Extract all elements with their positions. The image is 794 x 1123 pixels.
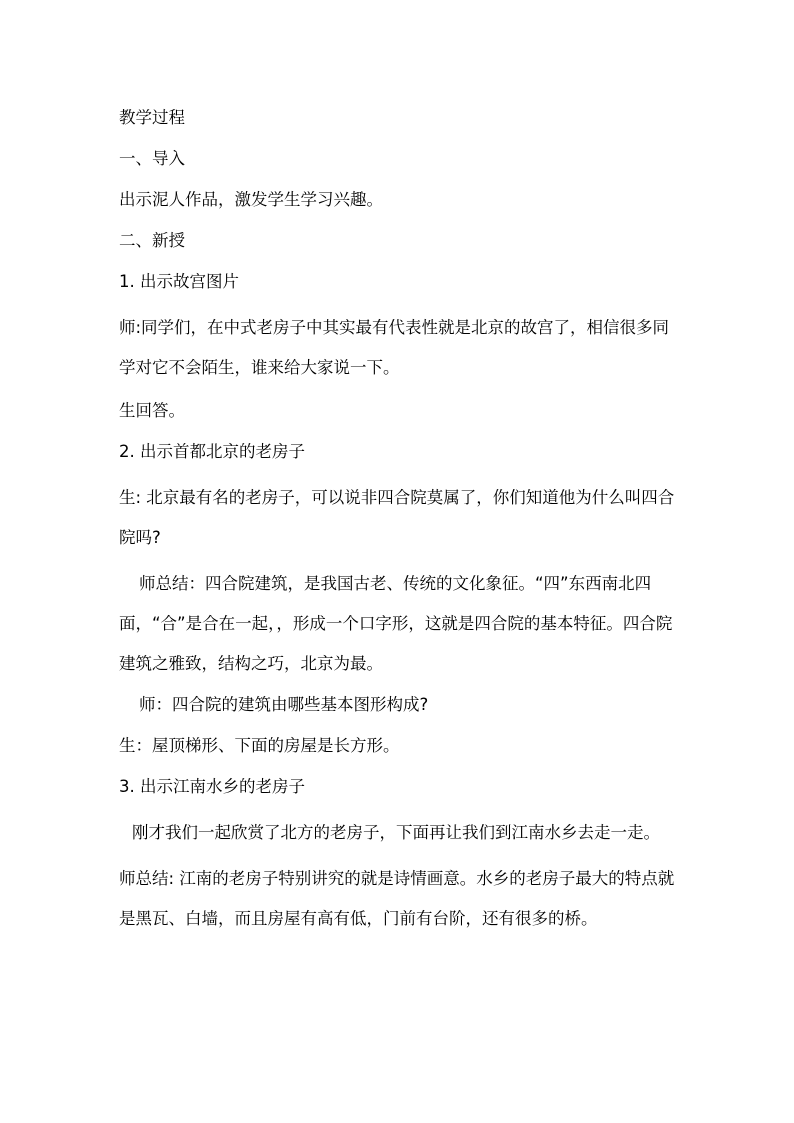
step-1-forbidden-city: 1. 出示故宫图片 bbox=[119, 272, 239, 291]
step-3-jiangnan-houses: 3. 出示江南水乡的老房子 bbox=[119, 777, 305, 796]
step-2-beijing-houses: 2. 出示首都北京的老房子 bbox=[119, 442, 305, 461]
paragraph-student-answer: 生回答。 bbox=[119, 401, 185, 420]
paragraph-teacher-forbidden-city: 师:同学们，在中式老房子中其实最有代表性就是北京的故宫了，相信很多同学对它不会陌生，谁来给大家说一下。 bbox=[119, 318, 670, 377]
paragraph-show-clay-works: 出示泥人作品，激发学生学习兴趣。 bbox=[119, 190, 383, 209]
document-body bbox=[119, 103, 681, 941]
paragraph-jiangnan-intro: 刚才我们一起欣赏了北方的老房子，下面再让我们到江南水乡去走一走。 bbox=[132, 823, 660, 842]
section-title-teaching-process: 教学过程 bbox=[119, 108, 185, 127]
heading-introduction: 一、导入 bbox=[119, 149, 185, 168]
paragraph-teacher-summary-jiangnan: 师总结: 江南的老房子特别讲究的就是诗情画意。水乡的老房子最大的特点就是黑瓦、白墙，而且房屋有高有低，门前有台阶，还有很多的桥。 bbox=[119, 869, 675, 928]
paragraph-teacher-summary-siheyuan: 师总结：四合院建筑，是我国古老、传统的文化象征。“四”东西南北四面，“合”是合在一起，，形成一个口字形，这就是四合院的基本特征。四合院建筑之雅致，结构之巧，北京为最。 bbox=[119, 574, 673, 673]
paragraph-student-siheyuan-question: 生: 北京最有名的老房子，可以说非四合院莫属了，你们知道他为什么叫四合院吗? bbox=[119, 488, 675, 547]
heading-new-lesson: 二、新授 bbox=[119, 231, 185, 250]
paragraph-teacher-shapes-question: 师：四合院的建筑由哪些基本图形构成? bbox=[139, 695, 429, 714]
paragraph-student-shapes-answer: 生：屋顶梯形、下面的房屋是长方形。 bbox=[119, 736, 400, 755]
